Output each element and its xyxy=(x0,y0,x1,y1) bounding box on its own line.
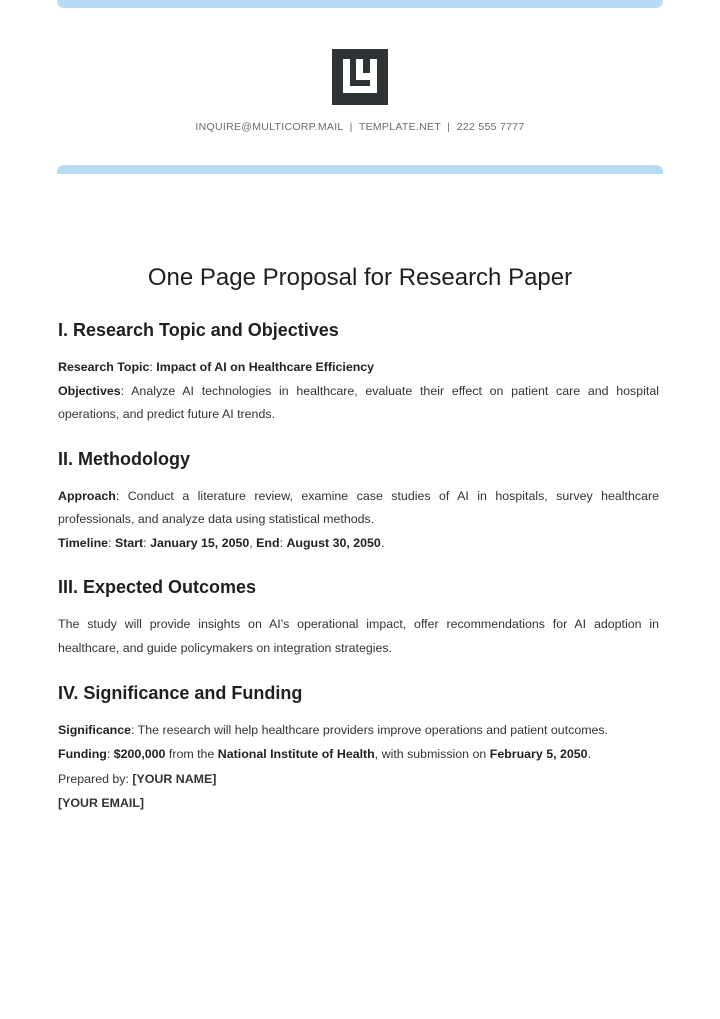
approach-label: Approach xyxy=(58,488,116,503)
significance-label: Significance xyxy=(58,723,131,737)
page-title: One Page Proposal for Research Paper xyxy=(147,264,573,291)
end-label: End xyxy=(256,535,280,550)
timeline-label: Timeline xyxy=(58,535,109,550)
outcomes-paragraph: The study will provide insights on AI's operational impact, offer recommendations for AI adoption in healthcare, and guide policymakers on integration strategies. xyxy=(58,617,659,655)
section-heading: III. Expected Outcomes xyxy=(58,577,257,597)
funding-source: National Institute of Health xyxy=(217,746,375,761)
funding-label: Funding xyxy=(58,746,107,761)
company-logo xyxy=(332,49,388,105)
section-research-topic xyxy=(58,318,659,427)
objectives-label: Objectives xyxy=(58,383,121,398)
author-email: [YOUR EMAIL] xyxy=(58,795,145,810)
author-email-line xyxy=(58,792,659,816)
research-topic-line: Research Topic: Impact of AI on Healthcare Efficiency xyxy=(58,360,375,374)
section-expected-outcomes xyxy=(58,575,659,660)
funding-date: February 5, 2050 xyxy=(489,746,588,761)
approach-text: : Conduct a literature review, examine case studies of AI in hospitals, survey healthcare professionals, and analyze data using statistical methods. xyxy=(58,488,659,526)
prepared-by-block xyxy=(58,768,659,815)
section-heading: II. Methodology xyxy=(58,448,190,469)
timeline-line: Timeline: Start: January 15, 2050, End: August 30, 2050. xyxy=(58,535,385,550)
section-methodology xyxy=(58,447,659,556)
author-name: [YOUR NAME] xyxy=(132,772,217,786)
topic-label: Research Topic xyxy=(58,360,150,374)
document-body xyxy=(58,318,659,815)
section-heading: I. Research Topic and Objectives xyxy=(58,320,339,340)
start-date: January 15, 2050 xyxy=(150,535,250,550)
approach-paragraph xyxy=(58,485,659,532)
start-label: Start xyxy=(114,535,144,550)
contact-line: INQUIRE@MULTICORP.MAIL | TEMPLATE.NET | 222 555 7777 xyxy=(195,121,525,133)
prepared-by-line xyxy=(58,768,659,792)
section-heading: IV. Significance and Funding xyxy=(58,683,303,703)
significance-paragraph xyxy=(58,719,659,743)
funding-line: Funding: $200,000 from the National Institute of Health, with submission on February 5, 2050. xyxy=(58,746,592,761)
funding-submission-text: , with submission on xyxy=(374,746,490,761)
topic-value: Impact of AI on Healthcare Efficiency xyxy=(156,360,375,374)
objectives-text: : Analyze AI technologies in healthcare, evaluate their effect on patient care and hospital operations, and predict future AI trends. xyxy=(58,383,659,421)
funding-from-text: from the xyxy=(165,746,218,761)
end-date: August 30, 2050 xyxy=(286,535,381,550)
prepared-by-label: Prepared by: xyxy=(58,772,133,786)
objectives-paragraph xyxy=(58,380,659,427)
multicorp-logo-icon xyxy=(332,49,388,105)
section-significance-funding xyxy=(58,681,659,766)
significance-text: : The research will help healthcare providers improve operations and patient outcomes. xyxy=(131,723,609,737)
funding-amount: $200,000 xyxy=(113,746,166,761)
top-accent-bar xyxy=(57,0,663,8)
